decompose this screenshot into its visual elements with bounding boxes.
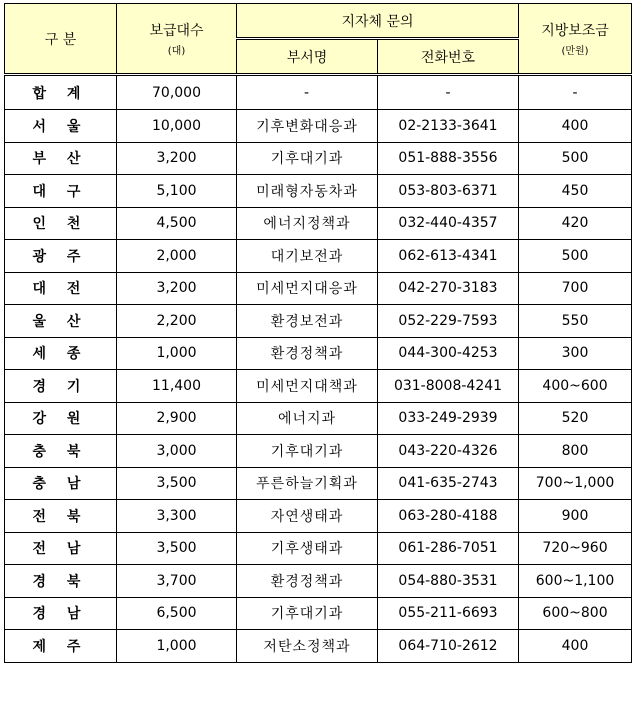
table-row bbox=[5, 500, 632, 533]
header-phone: 전화번호 bbox=[378, 39, 519, 75]
header-dept: 부서명 bbox=[237, 39, 378, 75]
header-contact: 지자체 문의 bbox=[237, 4, 519, 39]
region-cell: 제 주 bbox=[5, 630, 117, 663]
count-cell: 6,500 bbox=[117, 597, 237, 630]
header-subsidy-unit: (만원) bbox=[561, 46, 589, 57]
count-cell: 11,400 bbox=[117, 370, 237, 403]
count-cell: 1,000 bbox=[117, 630, 237, 663]
phone-cell: 033-249-2939 bbox=[378, 402, 519, 435]
phone-cell: 063-280-4188 bbox=[378, 500, 519, 533]
subsidy-cell: 600~1,100 bbox=[519, 565, 632, 598]
phone-cell: 031-8008-4241 bbox=[378, 370, 519, 403]
dept-cell: 푸른하늘기획과 bbox=[237, 467, 378, 500]
table-row bbox=[5, 370, 632, 403]
dept-cell: 환경정책과 bbox=[237, 565, 378, 598]
region-cell: 울 산 bbox=[5, 305, 117, 338]
subsidy-cell: 420 bbox=[519, 207, 632, 240]
dept-cell: 기후변화대응과 bbox=[237, 110, 378, 143]
table-row bbox=[5, 467, 632, 500]
region-cell: 충 남 bbox=[5, 467, 117, 500]
subsidy-cell: 700 bbox=[519, 272, 632, 305]
phone-cell: 064-710-2612 bbox=[378, 630, 519, 663]
phone-cell: 044-300-4253 bbox=[378, 337, 519, 370]
count-cell: 1,000 bbox=[117, 337, 237, 370]
dept-cell: 미세먼지대책과 bbox=[237, 370, 378, 403]
subsidy-cell: 500 bbox=[519, 142, 632, 175]
table-row bbox=[5, 532, 632, 565]
subsidy-cell: - bbox=[519, 75, 632, 110]
count-cell: 4,500 bbox=[117, 207, 237, 240]
subsidy-cell: 400~600 bbox=[519, 370, 632, 403]
count-cell: 10,000 bbox=[117, 110, 237, 143]
dept-cell: 에너지과 bbox=[237, 402, 378, 435]
subsidy-cell: 400 bbox=[519, 110, 632, 143]
subsidy-cell: 800 bbox=[519, 435, 632, 468]
region-cell: 전 북 bbox=[5, 500, 117, 533]
dept-cell: 기후대기과 bbox=[237, 597, 378, 630]
phone-cell: 042-270-3183 bbox=[378, 272, 519, 305]
table-body bbox=[5, 75, 632, 663]
header-supply: 보급대수 (대) bbox=[117, 4, 237, 75]
count-cell: 3,200 bbox=[117, 272, 237, 305]
phone-cell: 062-613-4341 bbox=[378, 240, 519, 273]
phone-cell: 051-888-3556 bbox=[378, 142, 519, 175]
subsidy-cell: 300 bbox=[519, 337, 632, 370]
subsidy-cell: 520 bbox=[519, 402, 632, 435]
table-row bbox=[5, 240, 632, 273]
dept-cell: 미세먼지대응과 bbox=[237, 272, 378, 305]
phone-cell: - bbox=[378, 75, 519, 110]
table-row bbox=[5, 305, 632, 338]
table-row bbox=[5, 337, 632, 370]
dept-cell: 저탄소정책과 bbox=[237, 630, 378, 663]
region-cell: 경 북 bbox=[5, 565, 117, 598]
count-cell: 2,200 bbox=[117, 305, 237, 338]
dept-cell: 환경정책과 bbox=[237, 337, 378, 370]
phone-cell: 053-803-6371 bbox=[378, 175, 519, 208]
phone-cell: 041-635-2743 bbox=[378, 467, 519, 500]
region-cell: 대 전 bbox=[5, 272, 117, 305]
table-row bbox=[5, 110, 632, 143]
table-row bbox=[5, 630, 632, 663]
count-cell: 3,200 bbox=[117, 142, 237, 175]
count-cell: 3,500 bbox=[117, 532, 237, 565]
count-cell: 70,000 bbox=[117, 75, 237, 110]
header-supply-unit: (대) bbox=[167, 46, 186, 57]
phone-cell: 061-286-7051 bbox=[378, 532, 519, 565]
table-row bbox=[5, 142, 632, 175]
table-row bbox=[5, 207, 632, 240]
subsidy-cell: 700~1,000 bbox=[519, 467, 632, 500]
subsidy-cell: 450 bbox=[519, 175, 632, 208]
header-category: 구 분 bbox=[5, 4, 117, 75]
phone-cell: 02-2133-3641 bbox=[378, 110, 519, 143]
region-cell: 광 주 bbox=[5, 240, 117, 273]
table-row bbox=[5, 402, 632, 435]
dept-cell: 기후대기과 bbox=[237, 142, 378, 175]
subsidy-cell: 600~800 bbox=[519, 597, 632, 630]
region-cell: 경 남 bbox=[5, 597, 117, 630]
dept-cell: 대기보전과 bbox=[237, 240, 378, 273]
dept-cell: 기후대기과 bbox=[237, 435, 378, 468]
region-cell: 충 북 bbox=[5, 435, 117, 468]
count-cell: 3,300 bbox=[117, 500, 237, 533]
count-cell: 3,500 bbox=[117, 467, 237, 500]
table-row bbox=[5, 565, 632, 598]
header-subsidy: 지방보조금 (만원) bbox=[519, 4, 632, 75]
table-row bbox=[5, 175, 632, 208]
subsidy-table bbox=[4, 3, 632, 663]
dept-cell: 미래형자동차과 bbox=[237, 175, 378, 208]
subsidy-cell: 400 bbox=[519, 630, 632, 663]
region-cell: 세 종 bbox=[5, 337, 117, 370]
subsidy-cell: 500 bbox=[519, 240, 632, 273]
dept-cell: 환경보전과 bbox=[237, 305, 378, 338]
table-row bbox=[5, 272, 632, 305]
count-cell: 5,100 bbox=[117, 175, 237, 208]
dept-cell: 기후생태과 bbox=[237, 532, 378, 565]
count-cell: 3,000 bbox=[117, 435, 237, 468]
count-cell: 3,700 bbox=[117, 565, 237, 598]
count-cell: 2,000 bbox=[117, 240, 237, 273]
dept-cell: 에너지정책과 bbox=[237, 207, 378, 240]
region-cell: 대 구 bbox=[5, 175, 117, 208]
dept-cell: - bbox=[237, 75, 378, 110]
table-row bbox=[5, 597, 632, 630]
dept-cell: 자연생태과 bbox=[237, 500, 378, 533]
phone-cell: 055-211-6693 bbox=[378, 597, 519, 630]
subsidy-cell: 900 bbox=[519, 500, 632, 533]
phone-cell: 054-880-3531 bbox=[378, 565, 519, 598]
region-cell: 합 계 bbox=[5, 75, 117, 110]
region-cell: 부 산 bbox=[5, 142, 117, 175]
table-header bbox=[5, 4, 632, 75]
region-cell: 경 기 bbox=[5, 370, 117, 403]
region-cell: 서 울 bbox=[5, 110, 117, 143]
table-row bbox=[5, 435, 632, 468]
phone-cell: 043-220-4326 bbox=[378, 435, 519, 468]
subsidy-cell: 550 bbox=[519, 305, 632, 338]
subsidy-cell: 720~960 bbox=[519, 532, 632, 565]
count-cell: 2,900 bbox=[117, 402, 237, 435]
table-row bbox=[5, 75, 632, 110]
phone-cell: 032-440-4357 bbox=[378, 207, 519, 240]
region-cell: 인 천 bbox=[5, 207, 117, 240]
phone-cell: 052-229-7593 bbox=[378, 305, 519, 338]
region-cell: 전 남 bbox=[5, 532, 117, 565]
region-cell: 강 원 bbox=[5, 402, 117, 435]
